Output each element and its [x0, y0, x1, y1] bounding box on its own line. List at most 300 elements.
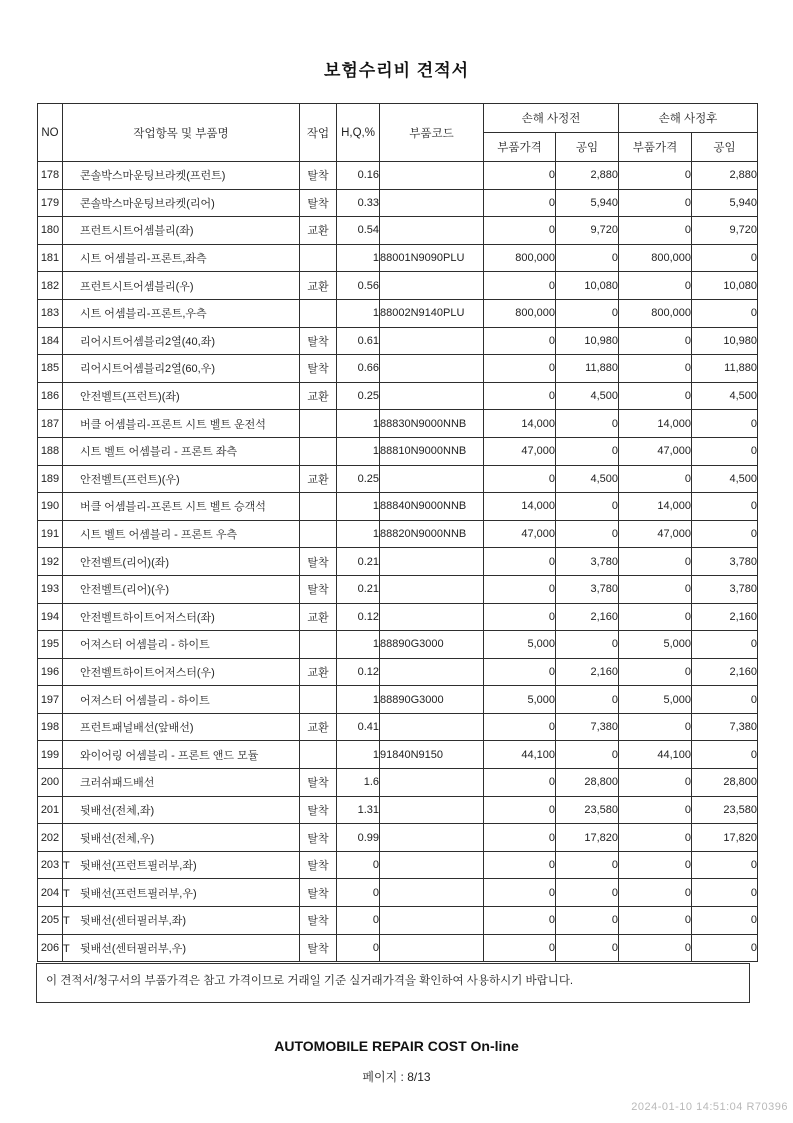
work-type-cell	[300, 631, 337, 659]
row-number: 200	[38, 769, 63, 797]
part-name-cell	[63, 796, 300, 824]
pre-labor-cell: 11,880	[556, 355, 619, 383]
row-number: 191	[38, 520, 63, 548]
work-type-cell	[300, 299, 337, 327]
hq-value-cell: 1	[337, 686, 380, 714]
table-row	[38, 327, 758, 355]
pre-labor-cell: 0	[556, 631, 619, 659]
part-name-cell	[63, 879, 300, 907]
row-number: 206	[38, 934, 63, 962]
part-name: 안전벨트하이트어저스터(좌)	[80, 611, 215, 624]
part-name: 뒷배선(센터필러부,우)	[80, 942, 187, 955]
part-name-cell	[63, 603, 300, 631]
row-number: 195	[38, 631, 63, 659]
part-name-cell	[63, 769, 300, 797]
work-type-cell: 탈착	[300, 575, 337, 603]
table-row	[38, 520, 758, 548]
part-name-cell	[63, 272, 300, 300]
header-part-code: 부품코드	[380, 104, 484, 162]
part-name-cell	[63, 934, 300, 962]
post-labor-cell: 28,800	[692, 769, 758, 797]
row-number: 180	[38, 217, 63, 245]
post-part-price-cell: 47,000	[619, 437, 692, 465]
row-number: 182	[38, 272, 63, 300]
post-part-price-cell: 14,000	[619, 493, 692, 521]
post-part-price-cell: 0	[619, 824, 692, 852]
part-name: 와이어링 어셈블리 - 프론트 앤드 모듈	[80, 749, 259, 762]
part-code-cell	[380, 217, 484, 245]
row-number: 186	[38, 382, 63, 410]
post-part-price-cell: 14,000	[619, 410, 692, 438]
part-name-cell	[63, 686, 300, 714]
part-name: 콘솔박스마운팅브라켓(리어)	[80, 197, 215, 210]
part-name-cell	[63, 824, 300, 852]
part-name-cell	[63, 851, 300, 879]
part-code-cell: 91840N9150	[380, 741, 484, 769]
row-number: 189	[38, 465, 63, 493]
pre-labor-cell: 17,820	[556, 824, 619, 852]
hq-value-cell: 1	[337, 493, 380, 521]
part-name-cell	[63, 355, 300, 383]
pre-part-price-cell: 47,000	[484, 520, 556, 548]
hq-value-cell: 0.56	[337, 272, 380, 300]
pre-part-price-cell: 0	[484, 327, 556, 355]
post-part-price-cell: 0	[619, 162, 692, 190]
part-code-cell	[380, 162, 484, 190]
part-name: 뒷배선(센터필러부,좌)	[80, 915, 187, 928]
hq-value-cell: 1	[337, 520, 380, 548]
part-name-cell	[63, 244, 300, 272]
work-type-cell: 탈착	[300, 907, 337, 935]
pre-part-price-cell: 0	[484, 382, 556, 410]
post-labor-cell: 4,500	[692, 382, 758, 410]
part-name: 안전벨트하이트어저스터(우)	[80, 666, 215, 679]
hq-value-cell: 0	[337, 907, 380, 935]
part-name: 안전벨트(프런트)(우)	[80, 473, 180, 486]
table-row	[38, 189, 758, 217]
post-labor-cell: 10,980	[692, 327, 758, 355]
hq-value-cell: 0.12	[337, 603, 380, 631]
part-code-cell	[380, 355, 484, 383]
post-part-price-cell: 0	[619, 189, 692, 217]
post-labor-cell: 0	[692, 520, 758, 548]
table-row	[38, 244, 758, 272]
pre-labor-cell: 5,940	[556, 189, 619, 217]
pre-labor-cell: 10,080	[556, 272, 619, 300]
pre-part-price-cell: 0	[484, 713, 556, 741]
post-part-price-cell: 0	[619, 603, 692, 631]
post-part-price-cell: 0	[619, 465, 692, 493]
pre-part-price-cell: 14,000	[484, 493, 556, 521]
pre-part-price-cell: 0	[484, 575, 556, 603]
part-name-cell	[63, 162, 300, 190]
work-type-cell: 탈착	[300, 327, 337, 355]
part-name-cell	[63, 658, 300, 686]
table-row	[38, 713, 758, 741]
hq-value-cell: 1.31	[337, 796, 380, 824]
table-row	[38, 162, 758, 190]
part-name-cell	[63, 520, 300, 548]
hq-value-cell: 0.66	[337, 355, 380, 383]
pre-labor-cell: 0	[556, 299, 619, 327]
pre-part-price-cell: 0	[484, 355, 556, 383]
part-code-cell	[380, 658, 484, 686]
post-part-price-cell: 800,000	[619, 244, 692, 272]
part-name: 안전벨트(리어)(우)	[80, 584, 170, 597]
row-number: 197	[38, 686, 63, 714]
post-labor-cell: 0	[692, 410, 758, 438]
pre-labor-cell: 2,880	[556, 162, 619, 190]
part-code-cell	[380, 548, 484, 576]
hq-value-cell: 1	[337, 741, 380, 769]
post-part-price-cell: 0	[619, 713, 692, 741]
header-hq: H,Q,%	[337, 104, 380, 162]
work-type-cell	[300, 437, 337, 465]
pre-labor-cell: 7,380	[556, 713, 619, 741]
table-header	[38, 104, 758, 162]
post-labor-cell: 2,880	[692, 162, 758, 190]
part-name-cell	[63, 437, 300, 465]
work-type-cell: 교환	[300, 217, 337, 245]
header-post-assessment-group: 손해 사정후	[619, 104, 758, 133]
part-code-cell	[380, 934, 484, 962]
post-labor-cell: 0	[692, 934, 758, 962]
work-type-cell: 교환	[300, 272, 337, 300]
estimate-table	[37, 103, 758, 962]
pre-part-price-cell: 0	[484, 796, 556, 824]
hq-value-cell: 0.25	[337, 382, 380, 410]
hq-value-cell: 1	[337, 437, 380, 465]
pre-labor-cell: 9,720	[556, 217, 619, 245]
header-pre-labor: 공임	[556, 133, 619, 162]
part-code-cell	[380, 382, 484, 410]
post-part-price-cell: 0	[619, 658, 692, 686]
table-row	[38, 575, 758, 603]
part-code-cell	[380, 769, 484, 797]
table-row	[38, 217, 758, 245]
part-name-cell	[63, 713, 300, 741]
row-number: 196	[38, 658, 63, 686]
work-type-cell: 교환	[300, 465, 337, 493]
part-name-cell	[63, 217, 300, 245]
post-part-price-cell: 0	[619, 879, 692, 907]
part-code-cell: 88001N9090PLU	[380, 244, 484, 272]
part-name: 시트 어셈블리-프론트,좌측	[80, 253, 207, 266]
part-code-cell: 88890G3000	[380, 686, 484, 714]
hq-value-cell: 1	[337, 410, 380, 438]
part-name: 어져스터 어셈블리 - 하이트	[80, 639, 210, 652]
pre-labor-cell: 3,780	[556, 548, 619, 576]
work-type-cell: 탈착	[300, 796, 337, 824]
work-type-cell: 교환	[300, 713, 337, 741]
post-labor-cell: 2,160	[692, 658, 758, 686]
post-part-price-cell: 0	[619, 355, 692, 383]
work-type-cell	[300, 493, 337, 521]
hq-value-cell: 1.6	[337, 769, 380, 797]
part-code-cell	[380, 603, 484, 631]
table-row	[38, 272, 758, 300]
post-part-price-cell: 0	[619, 217, 692, 245]
t-marker: T	[63, 942, 70, 955]
post-part-price-cell: 5,000	[619, 686, 692, 714]
part-code-cell: 88820N9000NNB	[380, 520, 484, 548]
hq-value-cell: 0.33	[337, 189, 380, 217]
pre-labor-cell: 2,160	[556, 658, 619, 686]
part-name: 시트 벨트 어셈블리 - 프론트 좌측	[80, 446, 238, 459]
part-code-cell	[380, 189, 484, 217]
table-row	[38, 658, 758, 686]
t-marker: T	[63, 887, 70, 900]
table-row	[38, 907, 758, 935]
part-name: 뒷배선(프런트필러부,좌)	[80, 860, 197, 873]
work-type-cell: 탈착	[300, 824, 337, 852]
post-labor-cell: 0	[692, 907, 758, 935]
post-labor-cell: 0	[692, 851, 758, 879]
part-name: 버클 어셈블리-프론트 시트 벨트 운전석	[80, 418, 266, 431]
pre-part-price-cell: 0	[484, 769, 556, 797]
pre-labor-cell: 10,980	[556, 327, 619, 355]
hq-value-cell: 1	[337, 244, 380, 272]
row-number: 178	[38, 162, 63, 190]
pre-labor-cell: 0	[556, 741, 619, 769]
post-part-price-cell: 44,100	[619, 741, 692, 769]
post-part-price-cell: 5,000	[619, 631, 692, 659]
hq-value-cell: 0.54	[337, 217, 380, 245]
pre-part-price-cell: 0	[484, 603, 556, 631]
part-code-cell: 88002N9140PLU	[380, 299, 484, 327]
row-number: 201	[38, 796, 63, 824]
part-code-cell: 88830N9000NNB	[380, 410, 484, 438]
hq-value-cell: 1	[337, 631, 380, 659]
row-number: 183	[38, 299, 63, 327]
estimate-table-body	[38, 162, 758, 962]
table-row	[38, 686, 758, 714]
table-row	[38, 382, 758, 410]
row-number: 198	[38, 713, 63, 741]
pre-labor-cell: 0	[556, 410, 619, 438]
part-code-cell	[380, 851, 484, 879]
part-name: 버클 어셈블리-프론트 시트 벨트 승객석	[80, 501, 266, 514]
work-type-cell: 탈착	[300, 548, 337, 576]
part-name: 어져스터 어셈블리 - 하이트	[80, 694, 210, 707]
header-post-labor: 공임	[692, 133, 758, 162]
pre-part-price-cell: 0	[484, 272, 556, 300]
work-type-cell	[300, 686, 337, 714]
row-number: 205	[38, 907, 63, 935]
part-name: 프런트시트어셈블리(우)	[80, 280, 194, 293]
hq-value-cell: 1	[337, 299, 380, 327]
part-name: 안전벨트(프런트)(좌)	[80, 391, 180, 404]
hq-value-cell: 0	[337, 934, 380, 962]
page-number: 페이지 : 8/13	[362, 1070, 431, 1084]
pre-labor-cell: 0	[556, 907, 619, 935]
part-name: 시트 벨트 어셈블리 - 프론트 우측	[80, 529, 238, 542]
part-name: 뒷배선(프런트필러부,우)	[80, 887, 197, 900]
post-part-price-cell: 0	[619, 548, 692, 576]
part-name: 안전벨트(리어)(좌)	[80, 556, 170, 569]
row-number: 202	[38, 824, 63, 852]
row-number: 181	[38, 244, 63, 272]
row-number: 184	[38, 327, 63, 355]
print-timestamp: 2024-01-10 14:51:04 R70396	[631, 1101, 788, 1113]
part-code-cell: 88890G3000	[380, 631, 484, 659]
part-name-cell	[63, 907, 300, 935]
post-labor-cell: 2,160	[692, 603, 758, 631]
work-type-cell	[300, 410, 337, 438]
row-number: 187	[38, 410, 63, 438]
pre-labor-cell: 0	[556, 437, 619, 465]
post-part-price-cell: 0	[619, 382, 692, 410]
row-number: 193	[38, 575, 63, 603]
post-part-price-cell: 0	[619, 327, 692, 355]
table-row	[38, 299, 758, 327]
row-number: 192	[38, 548, 63, 576]
part-code-cell	[380, 272, 484, 300]
work-type-cell: 탈착	[300, 934, 337, 962]
post-labor-cell: 9,720	[692, 217, 758, 245]
row-number: 185	[38, 355, 63, 383]
pre-labor-cell: 23,580	[556, 796, 619, 824]
pre-labor-cell: 4,500	[556, 382, 619, 410]
work-type-cell	[300, 520, 337, 548]
pre-part-price-cell: 14,000	[484, 410, 556, 438]
work-type-cell: 탈착	[300, 162, 337, 190]
service-name: AUTOMOBILE REPAIR COST On-line	[274, 1038, 519, 1054]
header-pre-assessment-group: 손해 사정전	[484, 104, 619, 133]
post-labor-cell: 0	[692, 437, 758, 465]
post-labor-cell: 11,880	[692, 355, 758, 383]
pre-part-price-cell: 0	[484, 824, 556, 852]
table-row	[38, 879, 758, 907]
part-code-cell	[380, 824, 484, 852]
pre-labor-cell: 3,780	[556, 575, 619, 603]
part-code-cell: 88840N9000NNB	[380, 493, 484, 521]
part-name: 콘솔박스마운팅브라켓(프런트)	[80, 170, 226, 183]
pre-labor-cell: 0	[556, 879, 619, 907]
part-name: 프런트시트어셈블리(좌)	[80, 225, 194, 238]
table-row	[38, 355, 758, 383]
part-code-cell: 88810N9000NNB	[380, 437, 484, 465]
post-part-price-cell: 0	[619, 272, 692, 300]
part-name-cell	[63, 631, 300, 659]
notice-text: 이 견적서/청구서의 부품가격은 참고 가격이므로 거래일 기준 실거래가격을 확인하여 사용하시기 바랍니다.	[46, 975, 574, 987]
part-name-cell	[63, 465, 300, 493]
pre-part-price-cell: 0	[484, 465, 556, 493]
table-row	[38, 796, 758, 824]
work-type-cell: 탈착	[300, 189, 337, 217]
part-name-cell	[63, 299, 300, 327]
part-name-cell	[63, 575, 300, 603]
work-type-cell	[300, 244, 337, 272]
part-code-cell	[380, 796, 484, 824]
pre-part-price-cell: 0	[484, 548, 556, 576]
part-code-cell	[380, 465, 484, 493]
hq-value-cell: 0.99	[337, 824, 380, 852]
hq-value-cell: 0.12	[337, 658, 380, 686]
table-row	[38, 824, 758, 852]
pre-part-price-cell: 0	[484, 189, 556, 217]
pre-part-price-cell: 0	[484, 658, 556, 686]
pre-labor-cell: 0	[556, 934, 619, 962]
pre-part-price-cell: 0	[484, 934, 556, 962]
row-number: 188	[38, 437, 63, 465]
pre-labor-cell: 0	[556, 493, 619, 521]
post-labor-cell: 0	[692, 631, 758, 659]
pre-labor-cell: 2,160	[556, 603, 619, 631]
part-name-cell	[63, 189, 300, 217]
part-name-cell	[63, 493, 300, 521]
header-pre-part-price: 부품가격	[484, 133, 556, 162]
post-part-price-cell: 0	[619, 934, 692, 962]
work-type-cell	[300, 741, 337, 769]
work-type-cell: 교환	[300, 382, 337, 410]
part-code-cell	[380, 879, 484, 907]
pre-part-price-cell: 47,000	[484, 437, 556, 465]
post-labor-cell: 0	[692, 741, 758, 769]
table-row	[38, 934, 758, 962]
post-part-price-cell: 0	[619, 907, 692, 935]
header-item: 작업항목 및 부품명	[63, 104, 300, 162]
hq-value-cell: 0.25	[337, 465, 380, 493]
part-name-cell	[63, 410, 300, 438]
work-type-cell: 탈착	[300, 355, 337, 383]
pre-part-price-cell: 0	[484, 907, 556, 935]
row-number: 194	[38, 603, 63, 631]
post-part-price-cell: 47,000	[619, 520, 692, 548]
table-row	[38, 493, 758, 521]
part-code-cell	[380, 575, 484, 603]
row-number: 203	[38, 851, 63, 879]
part-name-cell	[63, 327, 300, 355]
work-type-cell: 탈착	[300, 879, 337, 907]
pre-part-price-cell: 0	[484, 879, 556, 907]
pre-labor-cell: 0	[556, 520, 619, 548]
part-name-cell	[63, 741, 300, 769]
post-labor-cell: 5,940	[692, 189, 758, 217]
pre-part-price-cell: 800,000	[484, 299, 556, 327]
part-name: 시트 어셈블리-프론트,우측	[80, 308, 207, 321]
header-no: NO	[38, 104, 63, 162]
post-labor-cell: 0	[692, 879, 758, 907]
hq-value-cell: 0.61	[337, 327, 380, 355]
post-part-price-cell: 0	[619, 796, 692, 824]
post-labor-cell: 3,780	[692, 548, 758, 576]
part-name: 리어시트어셈블리2열(40,좌)	[80, 335, 215, 348]
part-name: 리어시트어셈블리2열(60,우)	[80, 363, 215, 376]
post-labor-cell: 3,780	[692, 575, 758, 603]
post-part-price-cell: 0	[619, 851, 692, 879]
part-name: 크러쉬패드배선	[80, 777, 155, 790]
part-name: 뒷배선(전체,좌)	[80, 804, 155, 817]
pre-part-price-cell: 44,100	[484, 741, 556, 769]
part-name-cell	[63, 548, 300, 576]
hq-value-cell: 0.16	[337, 162, 380, 190]
table-row	[38, 631, 758, 659]
table-row	[38, 410, 758, 438]
hq-value-cell: 0.21	[337, 575, 380, 603]
header-post-part-price: 부품가격	[619, 133, 692, 162]
pre-part-price-cell: 0	[484, 162, 556, 190]
part-code-cell	[380, 327, 484, 355]
work-type-cell: 교환	[300, 603, 337, 631]
table-row	[38, 769, 758, 797]
work-type-cell: 탈착	[300, 851, 337, 879]
pre-part-price-cell: 5,000	[484, 686, 556, 714]
post-labor-cell: 0	[692, 244, 758, 272]
hq-value-cell: 0	[337, 851, 380, 879]
hq-value-cell: 0	[337, 879, 380, 907]
post-labor-cell: 23,580	[692, 796, 758, 824]
